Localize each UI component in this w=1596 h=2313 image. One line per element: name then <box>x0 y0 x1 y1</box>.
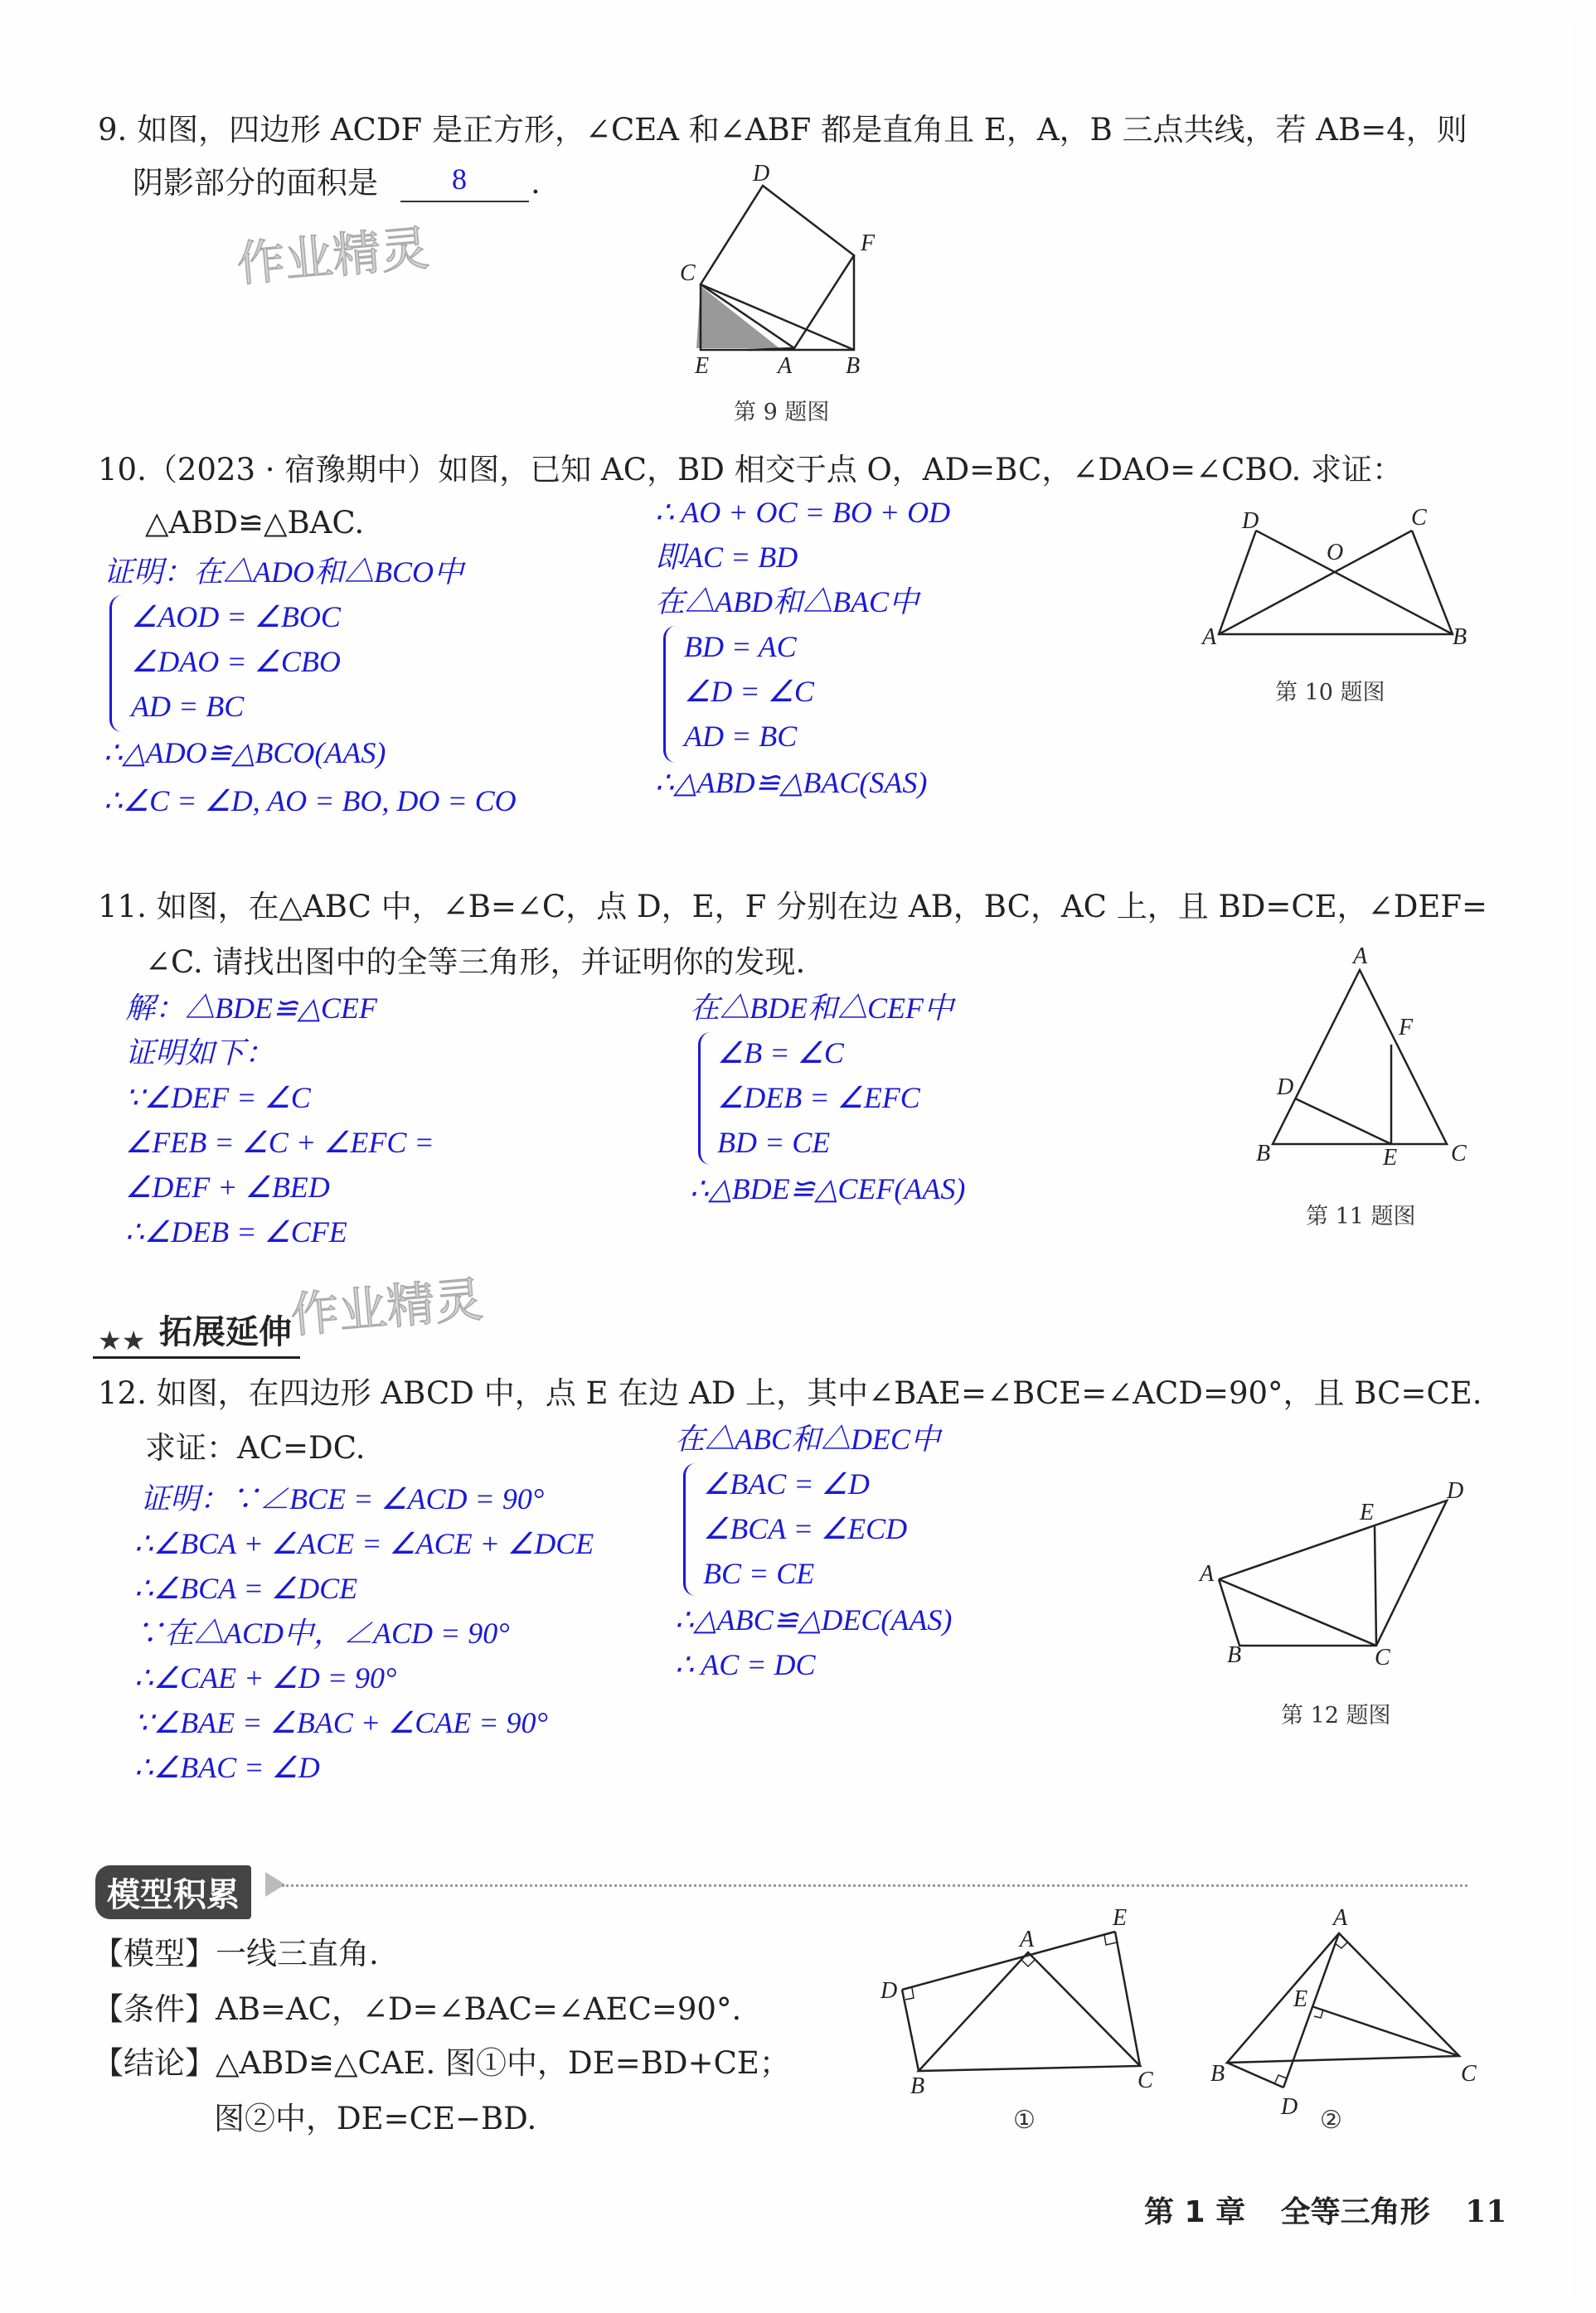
brace <box>663 626 676 763</box>
q9-caption: 第 9 题图 <box>734 400 830 425</box>
label-d: D <box>1242 508 1259 534</box>
label-f: F <box>1399 1015 1414 1040</box>
footer-chapter: 第 1 章 <box>1144 2195 1246 2229</box>
right-angle-mark <box>1314 2010 1323 2018</box>
brace <box>698 1032 711 1165</box>
label-c: C <box>1451 1141 1467 1166</box>
label-c: C <box>1375 1645 1390 1670</box>
label-b: B <box>846 353 861 379</box>
brace <box>683 1463 696 1596</box>
label-d: D <box>753 161 770 187</box>
q12-proof-line: ∴ AC = DC <box>675 1648 816 1681</box>
q12-proof-line: BC = CE <box>703 1557 815 1590</box>
q10-text-line1: 10.（2023 · 宿豫期中）如图，已知 AC，BD 相交于点 O，AD=BC，∠DAO=∠CBO. 求证： <box>98 452 1403 487</box>
q11-proof-line: 在△BDE和△CEF中 <box>690 992 953 1025</box>
label-b: B <box>910 2073 925 2099</box>
section-title: 拓展延伸 <box>93 1306 300 1359</box>
right-angle-mark <box>1335 1942 1348 1948</box>
label-f: F <box>861 230 876 256</box>
q9-answer: 8 <box>452 162 467 196</box>
line-ec <box>1375 1525 1376 1646</box>
page-footer <box>1144 2189 1506 2231</box>
label-e: E <box>1113 1905 1128 1931</box>
model-line: 图②中，DE=CE−BD. <box>214 2101 537 2136</box>
q12-proof-line: 在△ABC和△DEC中 <box>675 1423 940 1456</box>
q11-proof-line: ∠B = ∠C <box>717 1036 844 1069</box>
q11-figure <box>1252 943 1467 1171</box>
label-a: A <box>1200 1561 1215 1587</box>
q10-proof-line: BD = AC <box>684 630 797 663</box>
q12-caption: 第 12 题图 <box>1281 1703 1391 1729</box>
dotted-divider <box>282 1884 1467 1887</box>
q12-proof-line: ∠BAC = ∠D <box>703 1467 870 1501</box>
q11-proof-line: ∵∠DEF = ∠C <box>125 1081 311 1114</box>
q10-proof-line: AD = BC <box>131 690 245 723</box>
label-d: D <box>880 1978 898 2004</box>
q12-text-line1: 12. 如图，在四边形 ABCD 中，点 E 在边 AD 上，其中∠BAE=∠BCE=∠ACD=90°，且 BC=CE. <box>98 1375 1482 1411</box>
q10-proof-line: ∠D = ∠C <box>684 675 814 708</box>
label-b: B <box>1453 624 1467 650</box>
model-line: 【模型】一线三直角. <box>93 1936 379 1971</box>
q11-proof-line: ∠FEB = ∠C + ∠EFC = <box>125 1126 434 1159</box>
q12-proof-line: 证明：∵∠BCE = ∠ACD = 90° <box>140 1482 545 1515</box>
q10-figure <box>1202 505 1467 651</box>
q11-proof-line: 证明如下： <box>125 1036 275 1069</box>
q10-proof-line: ∴△ABD≌△BAC(SAS) <box>655 766 928 799</box>
q12-text-line2: 求证：AC=DC. <box>145 1430 366 1466</box>
label-d: D <box>1281 2094 1298 2120</box>
q11-proof-line: ∠DEB = ∠EFC <box>717 1081 920 1114</box>
label-e: E <box>1383 1145 1398 1171</box>
line-db <box>902 1990 919 2071</box>
line-de <box>1295 1098 1391 1144</box>
q11-proof-line: ∴△BDE≌△CEF(AAS) <box>690 1172 966 1205</box>
label-e: E <box>1293 1986 1308 2012</box>
label-e: E <box>1360 1500 1375 1525</box>
right-angle-mark <box>1104 1935 1117 1945</box>
q11-proof-line: 解：△BDE≌△CEF <box>125 992 377 1025</box>
label-c: C <box>680 260 696 286</box>
q10-caption: 第 10 题图 <box>1275 680 1385 706</box>
line-db <box>1256 531 1453 634</box>
q9-period: . <box>531 165 541 201</box>
q12-proof-line: ∴△ABC≌△DEC(AAS) <box>675 1603 953 1637</box>
model-figure-1 <box>879 1905 1161 2099</box>
q10-proof-line: ∴ AO + OC = BO + OD <box>655 496 951 529</box>
q11-caption: 第 11 题图 <box>1306 1204 1416 1229</box>
q10-proof-line: 证明：在△ADO和△BCO中 <box>104 555 463 589</box>
label-a: A <box>1202 624 1217 650</box>
line-ad <box>1283 1933 1339 2088</box>
star-icon: ★★ <box>98 1325 146 1356</box>
label-b: B <box>1227 1642 1242 1668</box>
page-number: 11 <box>1465 2194 1507 2229</box>
q9-text-line2: 阴影部分的面积是 <box>133 165 378 201</box>
label-c: C <box>1411 505 1427 531</box>
label-a: A <box>1020 1927 1035 1952</box>
q10-proof-line: ∠DAO = ∠CBO <box>131 645 341 678</box>
q10-proof-line: 即AC = BD <box>655 541 798 574</box>
fig2-caption: ② <box>1320 2106 1342 2135</box>
label-a: A <box>1353 943 1368 969</box>
q12-proof-line: ∴∠BAC = ∠D <box>134 1751 320 1784</box>
q12-proof-line: ∠BCA = ∠ECD <box>703 1512 908 1545</box>
label-d: D <box>1447 1478 1464 1504</box>
q10-proof-line: ∠AOD = ∠BOC <box>131 600 341 633</box>
q10-proof-line: AD = BC <box>684 720 798 753</box>
label-c: C <box>1138 2068 1153 2093</box>
shaded-region <box>696 286 779 348</box>
line-de <box>902 1932 1115 1990</box>
q12-proof-line: ∴∠BCA = ∠DCE <box>134 1572 358 1605</box>
label-a: A <box>778 353 793 379</box>
watermark: 作业精灵 <box>234 219 431 293</box>
right-angle-mark <box>1021 1960 1035 1966</box>
line-ec <box>1312 2006 1459 2056</box>
line-bd <box>1227 2063 1283 2088</box>
model-figure-2 <box>1210 1905 1477 2120</box>
q11-proof-line: ∴∠DEB = ∠CFE <box>125 1215 347 1249</box>
q12-proof-line: ∵在△ACD中，∠ACD = 90° <box>134 1617 510 1650</box>
brace <box>109 595 122 732</box>
label-d: D <box>1277 1074 1294 1100</box>
q12-proof-line: ∵∠BAE = ∠BAC + ∠CAE = 90° <box>134 1706 548 1739</box>
model-badge: 模型积累 <box>95 1865 251 1919</box>
line-ac <box>1219 1579 1376 1646</box>
q11-text-line2: ∠C. 请找出图中的全等三角形，并证明你的发现. <box>145 944 806 980</box>
q12-figure <box>1200 1478 1476 1670</box>
label-e: E <box>695 353 710 379</box>
q10-text-line2: △ABD≌△BAC. <box>145 505 365 541</box>
q9-text-line1: 9. 如图，四边形 ACDF 是正方形，∠CEA 和∠ABF 都是直角且 E，A，B 三点共线，若 AB=4，则 <box>98 112 1467 148</box>
q11-proof-line: BD = CE <box>717 1126 831 1159</box>
q12-proof-line: ∴∠BCA + ∠ACE = ∠ACE + ∠DCE <box>134 1527 594 1560</box>
line-ca <box>1219 531 1412 634</box>
footer-title: 全等三角形 <box>1280 2195 1430 2229</box>
right-angle-mark <box>905 1988 914 2000</box>
q10-proof-line: ∴∠C = ∠D, AO = BO, DO = CO <box>104 784 517 817</box>
model-line: 【结论】△ABD≌△CAE. 图①中，DE=BD+CE； <box>93 2045 790 2081</box>
label-o: O <box>1327 540 1344 565</box>
q10-proof-line: ∴△ADO≌△BCO(AAS) <box>104 736 386 769</box>
q12-proof-line: ∴∠CAE + ∠D = 90° <box>134 1661 397 1695</box>
label-a: A <box>1333 1905 1348 1931</box>
q10-proof-line: 在△ABD和△BAC中 <box>655 585 919 618</box>
watermark: 作业精灵 <box>288 1270 485 1344</box>
q9-figure <box>680 161 879 381</box>
fig1-caption: ① <box>1013 2106 1036 2135</box>
q11-text-line1: 11. 如图，在△ABC 中，∠B=∠C，点 D，E，F 分别在边 AB，BC，AC 上，且 BD=CE，∠DEF= <box>98 889 1488 924</box>
label-b: B <box>1210 2061 1225 2087</box>
model-line: 【条件】AB=AC，∠D=∠BAC=∠AEC=90°. <box>93 1991 742 2027</box>
triangle-abc <box>919 1952 1140 2071</box>
triangle-abc <box>1273 970 1447 1144</box>
outline <box>1219 1501 1447 1646</box>
q11-proof-line: ∠DEF + ∠BED <box>125 1171 330 1204</box>
label-b: B <box>1256 1141 1271 1166</box>
label-c: C <box>1461 2061 1477 2087</box>
